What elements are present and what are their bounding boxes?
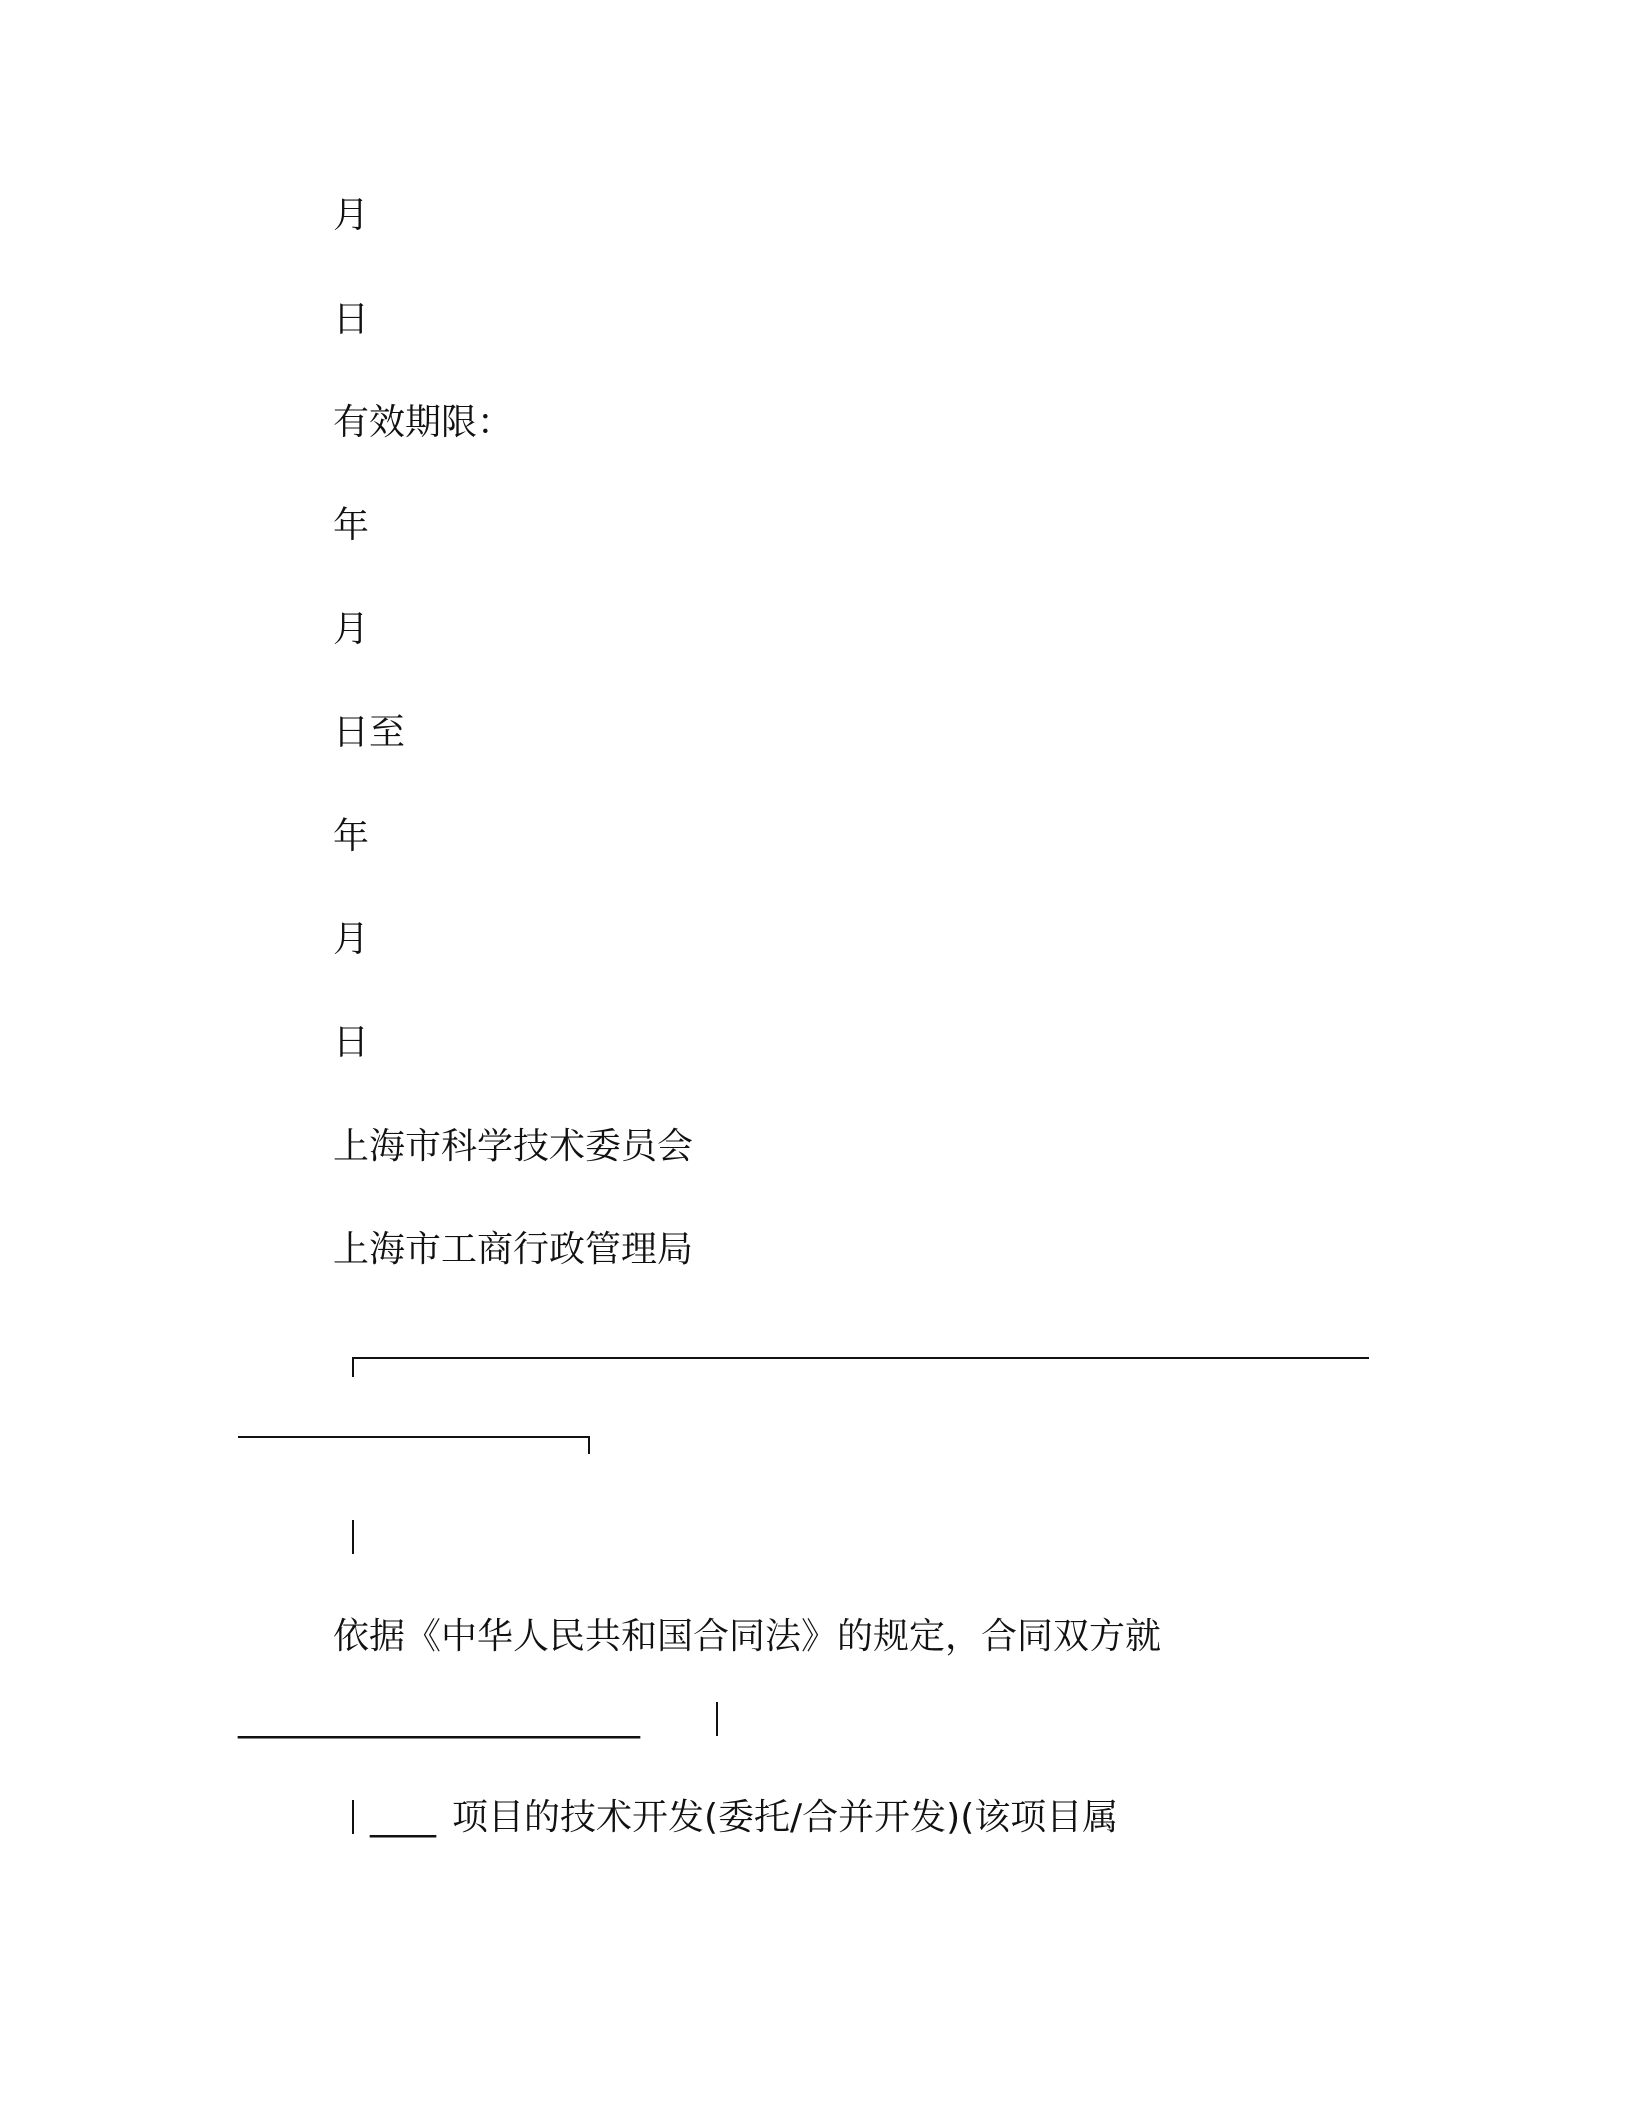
project-description: 项目的技术开发(委托/合并开发)(该项目属 [452,1797,1119,1838]
text-month: 月 [333,195,370,236]
frame-top-rule [352,1357,1369,1359]
text-commerce-bureau: 上海市工商行政管理局 [333,1229,694,1270]
text-day: 日 [333,299,370,340]
text-month-2: 月 [333,609,370,650]
text-year-2: 年 [333,816,370,857]
blank-fill-line: _________________________ [238,1698,638,1739]
frame-vertical-bar [352,1520,354,1554]
frame-top-left-tick [352,1357,354,1377]
text-day-2: 日 [333,1022,370,1063]
text-month-3: 月 [333,919,370,960]
paragraph-contract-basis: 依据《中华人民共和国合同法》的规定，合同双方就 [333,1616,1162,1657]
frame-second-right-tick [588,1436,590,1454]
text-validity-period: 有效期限： [333,402,514,443]
text-day-to: 日至 [333,712,406,753]
blank-right-bar [716,1702,718,1736]
text-science-commission: 上海市科学技术委员会 [333,1126,694,1167]
text-year: 年 [333,505,370,546]
project-left-bar [352,1800,354,1834]
frame-second-rule [238,1436,590,1438]
project-blank: ____ [370,1797,434,1838]
